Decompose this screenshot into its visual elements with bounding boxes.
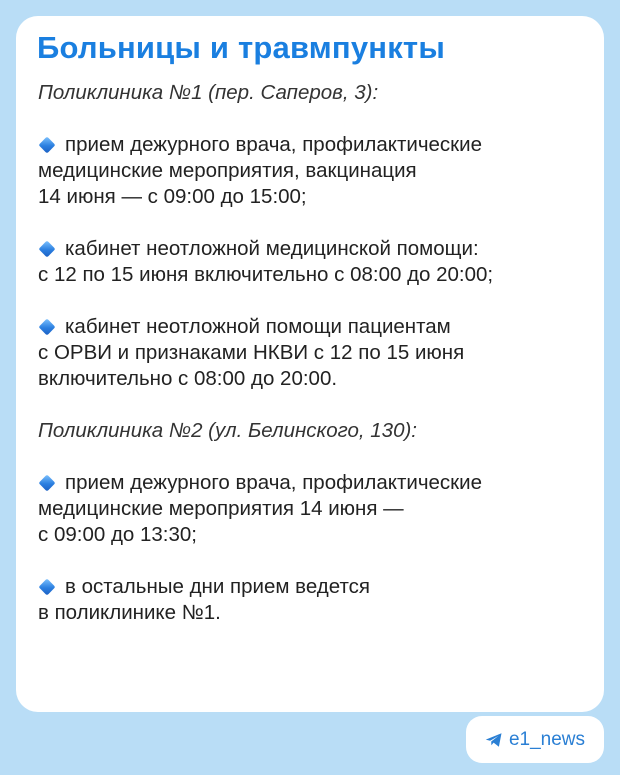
page-title: Больницы и травмпункты — [37, 30, 445, 65]
card-content — [38, 80, 593, 626]
telegram-icon — [485, 732, 503, 748]
blue-diamond-icon — [39, 240, 56, 257]
blue-diamond-icon — [39, 136, 56, 153]
list-item: кабинет неотложной помощи пациентам с ОРВИ и признаками НКВИ с 12 по 15 июня включительно с 08:00 до 20:00. — [38, 315, 465, 390]
list-item: прием дежурного врача, профилактические медицинские мероприятия, вакцинация 14 июня — с 09:00 до 15:00; — [38, 133, 482, 208]
list-item: в остальные дни прием ведется в поликлинике №1. — [38, 575, 370, 624]
list-item: прием дежурного врача, профилактические медицинские мероприятия 14 июня — с 09:00 до 13:30; — [38, 471, 482, 546]
clinic2-heading: Поликлиника №2 (ул. Белинского, 130): — [38, 419, 417, 442]
channel-badge[interactable] — [466, 716, 604, 763]
list-item: кабинет неотложной медицинской помощи: с 12 по 15 июня включительно с 08:00 до 20:00; — [38, 237, 494, 286]
blue-diamond-icon — [39, 578, 56, 595]
blue-diamond-icon — [39, 318, 56, 335]
clinic1-heading: Поликлиника №1 (пер. Саперов, 3): — [38, 81, 379, 104]
channel-name: e1_news — [508, 728, 586, 750]
blue-diamond-icon — [39, 474, 56, 491]
